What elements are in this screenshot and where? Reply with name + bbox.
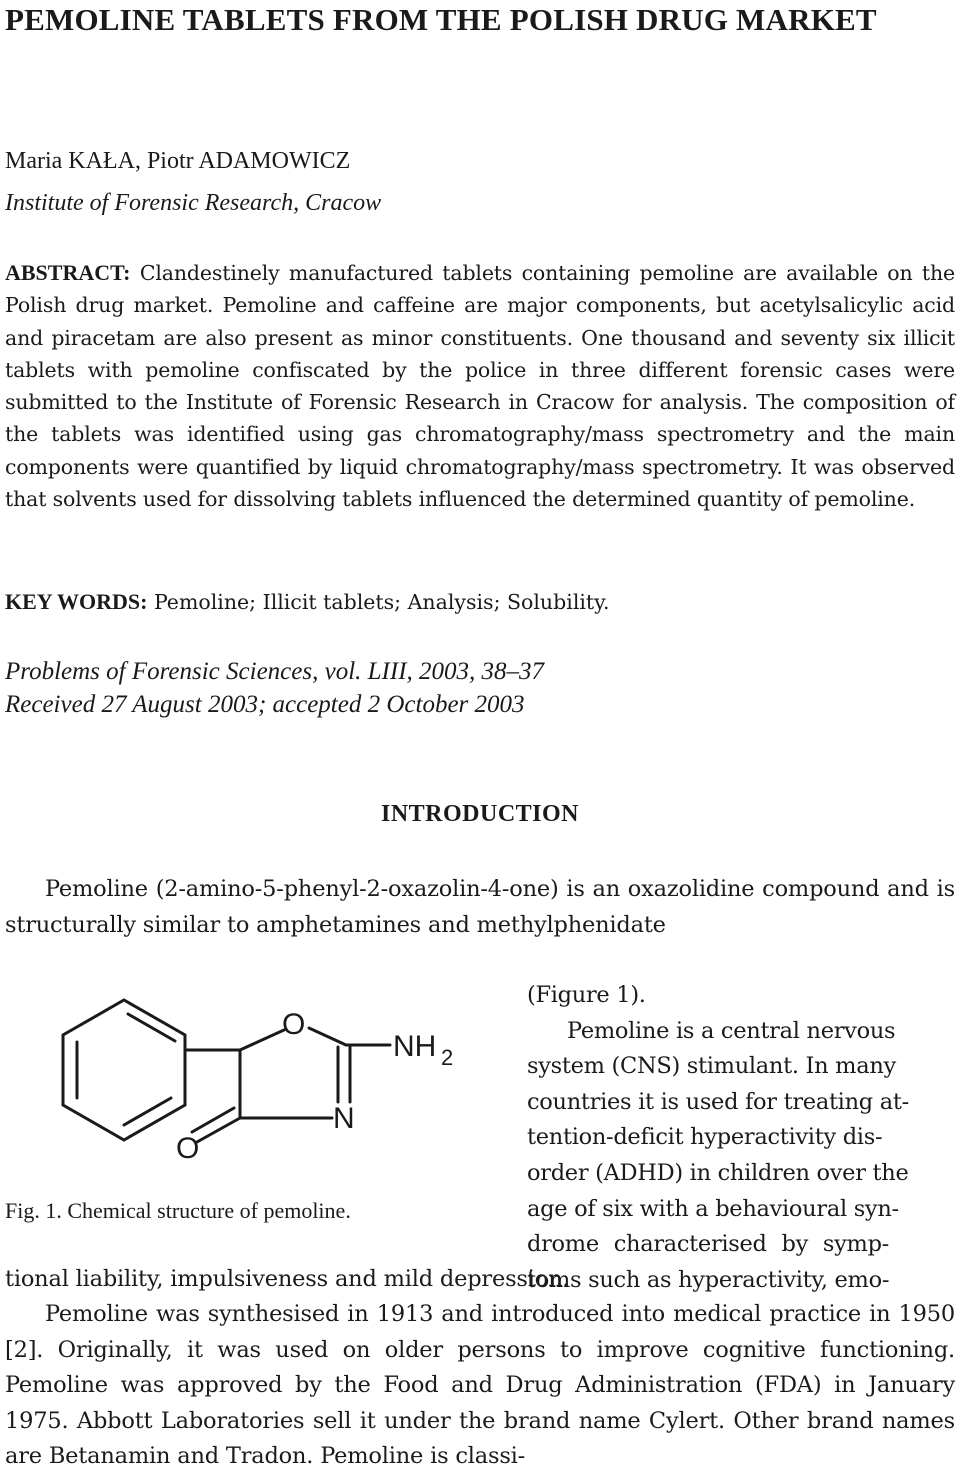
ring-oxygen-label: O [282, 1008, 306, 1041]
side-line: Pemoline is a central nervous [567, 1017, 896, 1044]
journal-citation: Problems of Forensic Sciences, vol. LIII, 2003, 38–37 [5, 658, 545, 685]
figure-1 [0, 990, 520, 1230]
intro-tail-line: tional liability, impulsiveness and mild depression. [5, 1266, 570, 1292]
affiliation: Institute of Forensic Research, Cracow [5, 190, 382, 216]
figure-caption: Fig. 1. Chemical structure of pemoline. [5, 1198, 351, 1223]
side-line: countries it is used for treating at- [527, 1088, 909, 1115]
abstract [5, 257, 955, 515]
abstract-text: Clandestinely manufactured tablets containing pemoline are available on the Polish drug market. Pemoline and caffeine are major components, but acetylsalicylic acid and piracetam are also present as minor constituents. One thousand and seventy six illicit tablets with pemoline confiscated by the police in three different forensic cases were submitted to the Institute of Forensic Research in Cracow for analysis. The composition of the tablets was identified using gas chromatography/mass spectrometry and the main components were quantified by liquid chromatography/mass spectrometry. It was observed that solvents used for dissolving tablets influenced the determined quantity of pemoline. [5, 261, 955, 512]
side-line: age of six with a behavioural syn- [527, 1195, 899, 1222]
amino-subscript-label: 2 [441, 1045, 454, 1070]
section-heading-introduction: INTRODUCTION [380, 801, 580, 827]
side-line: toms such as hyperactivity, emo- [527, 1266, 890, 1293]
side-line: drome characterised by symp- [527, 1231, 889, 1258]
carbonyl-oxygen-label: O [176, 1132, 200, 1165]
abstract-label: ABSTRACT: [5, 260, 131, 285]
keywords-label: KEY WORDS: [5, 589, 148, 614]
o-c2-bond [309, 1028, 346, 1045]
side-line: system (CNS) stimulant. In many [527, 1053, 896, 1080]
keywords-text: Pemoline; Illicit tablets; Analysis; Solubility. [147, 590, 610, 614]
authors: Maria KAŁA, Piotr ADAMOWICZ [5, 148, 351, 174]
benzene-double-bond-2 [124, 1098, 171, 1125]
received-dates: Received 27 August 2003; accepted 2 October 2003 [5, 691, 525, 718]
benzene-ring [63, 1000, 185, 1140]
benzene-double-bond-1 [128, 1014, 175, 1041]
intro-paragraph-2: Pemoline was synthesised in 1913 and introduced into medical practice in 1950 [2]. Originally, it was used on older persons to improve cognitive functioning. Pemoline was approved by the Food and Drug Administration (FDA) in January 1975. Abbott Laboratories sell it under the brand name Cylert. Other brand names are Betanamin and Tradon. Pemoline is classi- [5, 1301, 955, 1470]
article-title: PEMOLINE TABLETS FROM THE POLISH DRUG MARKET [5, 2, 877, 37]
amino-group-label: NH [393, 1030, 437, 1063]
ring-nitrogen-label: N [333, 1102, 355, 1135]
side-line: order (ADHD) in children over the [527, 1159, 909, 1186]
side-line: (Figure 1). [527, 982, 646, 1008]
c5-o-bond [240, 1030, 284, 1050]
carbonyl-bond-b [192, 1108, 234, 1132]
intro-side-column [527, 978, 955, 1298]
keywords [5, 586, 955, 618]
carbonyl-bond-a [197, 1118, 240, 1142]
pemoline-structure-diagram [0, 990, 520, 1230]
intro-paragraph-1: Pemoline (2-amino-5-phenyl-2-oxazolin-4-one) is an oxazolidine compound and is structurally similar to amphetamines and methylphenidate [5, 876, 955, 938]
side-line: tention-deficit hyperactivity dis- [527, 1124, 883, 1151]
